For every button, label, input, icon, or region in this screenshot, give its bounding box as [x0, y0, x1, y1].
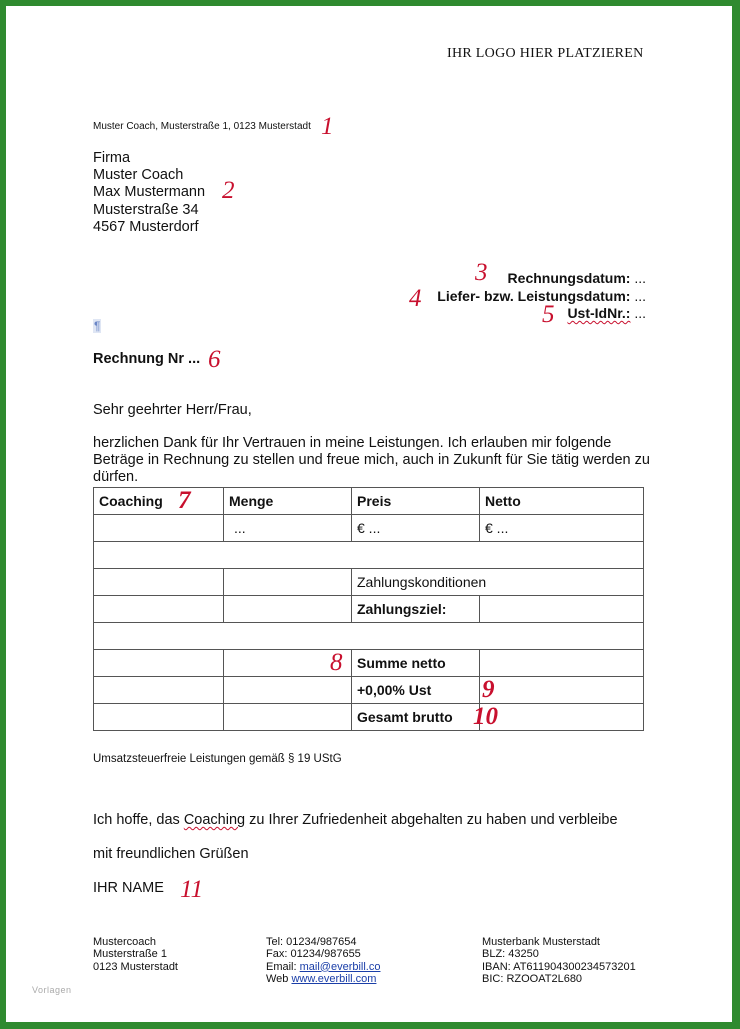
table-row — [94, 677, 644, 704]
marker-9: 9 — [482, 676, 495, 703]
empty-cell — [224, 596, 352, 623]
ust-value — [480, 677, 644, 704]
leistungsdatum-label: Liefer- bzw. Leistungsdatum: — [437, 288, 631, 304]
marker-1: 1 — [321, 113, 334, 140]
cell-coaching — [94, 515, 224, 542]
empty-row — [94, 542, 644, 569]
marker-8: 8 — [330, 649, 343, 676]
recipient-line: Max Mustermann — [93, 184, 206, 201]
rechnungsdatum-value: ... — [630, 270, 646, 286]
header-menge: Menge — [224, 488, 352, 515]
empty-cell — [224, 569, 352, 596]
marker-3: 3 — [475, 259, 488, 286]
footer-line: Musterbank Musterstadt — [482, 936, 600, 948]
invoice-page — [6, 6, 732, 1022]
cell-menge: ... — [224, 515, 352, 542]
marker-cell — [224, 650, 352, 677]
marker-2: 2 — [222, 177, 235, 204]
ust-idnr — [567, 305, 646, 321]
leistungsdatum-value: ... — [630, 288, 646, 304]
recipient-line: Firma — [93, 150, 131, 166]
footer-web: Web www.everbill.com — [266, 972, 377, 985]
coaching-word: Coaching — [183, 812, 246, 828]
header-coaching: Coaching 7 — [94, 488, 224, 515]
table-row — [94, 542, 644, 569]
table-row — [94, 623, 644, 650]
paragraph-mark-icon: ¶ — [94, 319, 101, 333]
cell-netto: € ... — [480, 515, 644, 542]
empty-cell — [94, 704, 224, 731]
footer-line: 0123 Musterstadt — [93, 960, 178, 973]
marker-7: 7 — [178, 487, 191, 514]
invoice-table — [93, 487, 644, 731]
tax-note: Umsatzsteuerfreie Leistungen gemäß § 19 UStG — [93, 753, 342, 765]
table-row — [94, 650, 644, 677]
email-link[interactable]: mail@everbill.co — [299, 960, 381, 973]
footer-tel: Tel: 01234/987654 — [266, 936, 357, 948]
greeting: mit freundlichen Grüßen — [93, 846, 249, 862]
watermark: Vorlagen — [32, 985, 72, 995]
footer-line: Musterstraße 1 — [93, 948, 167, 961]
empty-cell — [94, 596, 224, 623]
empty-row — [94, 623, 644, 650]
empty-cell — [224, 704, 352, 731]
rechnungsdatum-label: Rechnungsdatum: — [507, 270, 631, 286]
marker-4: 4 — [409, 285, 422, 312]
recipient-line: Muster Coach — [93, 167, 184, 184]
marker-10: 10 — [473, 703, 498, 730]
zahlungsziel-label: Zahlungsziel: — [352, 596, 480, 623]
empty-cell — [94, 569, 224, 596]
footer-line: BLZ: 43250 — [482, 948, 539, 961]
web-link[interactable]: www.everbill.com — [291, 972, 377, 985]
empty-cell — [94, 650, 224, 677]
empty-cell — [94, 677, 224, 704]
header-netto: Netto — [480, 488, 644, 515]
rechnungsdatum — [508, 270, 646, 286]
marker-11: 11 — [180, 876, 204, 903]
header-preis: Preis — [352, 488, 480, 515]
marker-5: 5 — [542, 301, 555, 328]
invoice-title: Rechnung Nr ... — [93, 351, 201, 367]
table-row — [94, 515, 644, 542]
closing-line: Ich hoffe, das Coaching zu Ihrer Zufriedenheit abgehalten zu haben und verbleibe — [93, 812, 618, 828]
zahlungskonditionen: Zahlungskonditionen — [352, 569, 644, 596]
table-header-row — [94, 488, 644, 515]
footer-contact — [266, 936, 380, 985]
summe-netto-label: Summe netto — [352, 650, 480, 677]
ust-label: +0,00% Ust 9 — [352, 677, 480, 704]
empty-cell — [224, 677, 352, 704]
footer-line: Mustercoach — [93, 936, 156, 948]
cell-preis: € ... — [352, 515, 480, 542]
gesamt-brutto-label: Gesamt brutto 10 — [352, 704, 480, 731]
zahlungsziel-value — [480, 596, 644, 623]
footer-email: Email: mail@everbill.co — [266, 960, 381, 973]
recipient-line: Musterstraße 34 — [93, 201, 199, 218]
footer-address — [93, 936, 178, 973]
intro-text: herzlichen Dank für Ihr Vertrauen in meine Leistungen. Ich erlauben mir folgende Beträge in Rechnung zu stellen und freue mich, auch in Zukunft für Sie tätig werden zu dürfen. — [93, 435, 650, 485]
signature-name: IHR NAME — [93, 880, 164, 896]
footer-line: IBAN: AT611904300234573201 — [482, 960, 636, 973]
salutation: Sehr geehrter Herr/Frau, — [93, 402, 252, 418]
ust-idnr-label: Ust-IdNr.: — [567, 305, 631, 321]
table-row — [94, 596, 644, 623]
logo-placeholder: IHR LOGO HIER PLATZIEREN — [447, 46, 644, 61]
recipient-line: 4567 Musterdorf — [93, 218, 199, 235]
footer-line: BIC: RZOOAT2L680 — [482, 972, 583, 985]
ust-idnr-value: ... — [630, 305, 646, 321]
recipient-address — [93, 150, 205, 236]
sender-line: Muster Coach, Musterstraße 1, 0123 Musterstadt — [93, 121, 311, 132]
marker-6: 6 — [208, 346, 221, 373]
table-row — [94, 704, 644, 731]
footer-fax: Fax: 01234/987655 — [266, 948, 361, 961]
summe-netto-value — [480, 650, 644, 677]
footer-bank — [482, 936, 636, 985]
table-row — [94, 569, 644, 596]
gesamt-brutto-value — [480, 704, 644, 731]
